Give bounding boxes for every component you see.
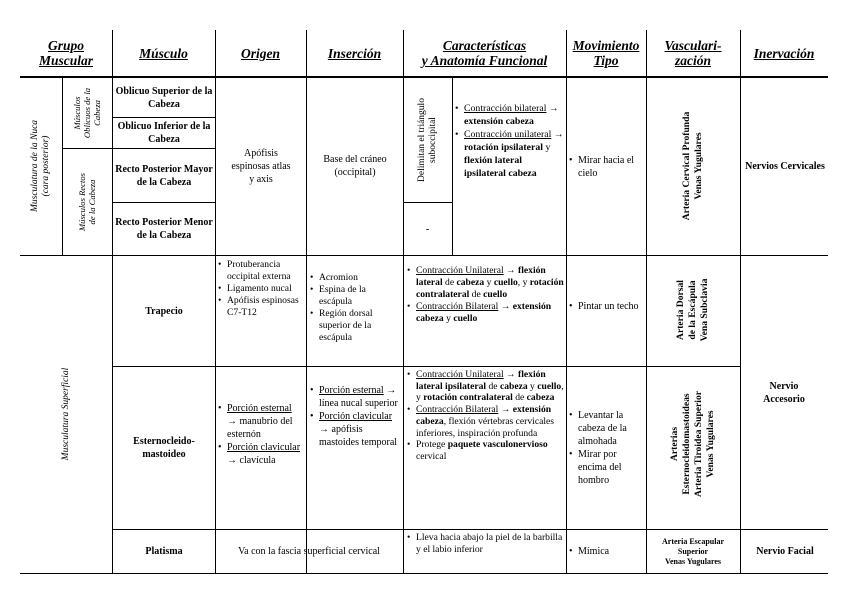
nuca-vascularizacion: Arteria Cervical Profunda Venas Yugulares [681, 111, 704, 221]
list-item: • Porción clavicular → apófisis mastoides temporal [310, 410, 401, 449]
header-inervacion: Inervación [753, 45, 815, 61]
triangulo-label: Delimitan el triángulo suboccipital [417, 98, 438, 182]
nuca-insercion: Base del cráneo (occipital) [323, 154, 387, 178]
list-item: • Levantar la cabeza de la almohada [569, 409, 643, 448]
platisma-inervacion: Nervio Facial [756, 546, 814, 557]
list-item: • Contracción bilateral → extensión cabeza [455, 102, 565, 128]
list-item: • Contracción Unilateral → flexión lateral ipsilateral de cabeza y cuello, y rotación contralateral de cabeza [407, 369, 565, 404]
list-item: • Lleva hacia abajo la piel de la barbilla y el labio inferior [407, 532, 565, 556]
esterno-insercion [310, 384, 401, 449]
list-item: • Apófisis espinosas C7-T12 [218, 295, 304, 319]
platisma-caracteristicas [407, 532, 565, 556]
nuca-origen: Apófisis espinosas atlas y axis [231, 147, 291, 185]
trapecio-vascularizacion: Arteria Dorsal de la Escápula Vena Subclavia [675, 278, 710, 342]
trapecio-movimiento [569, 300, 643, 313]
esterno-vascularizacion: Arterias Esternocleidomastoideas Arteria Tiroidea Superior Venas Yugulares [669, 390, 716, 498]
header-insercion: Inserción [327, 45, 382, 61]
header-origen: Origen [240, 45, 280, 61]
subgroup-label-rectos: Músculos Rectos de la Cabeza [77, 173, 97, 231]
list-item: • Mirar por encima del hombro [569, 448, 643, 487]
platisma-origen-insercion: Va con la fascia superficial cervical [238, 546, 380, 557]
subgroup-rule [62, 148, 112, 149]
list-item: • Porción clavicular → clavícula [218, 441, 304, 467]
list-item: • Región dorsal superior de la escápula [310, 308, 401, 344]
list-item: • Protege paquete vasculonervioso cervical [407, 439, 565, 462]
muscle-oblicuo-superior: Oblicuo Superior de la Cabeza [115, 86, 213, 110]
nuca-inervacion: Nervios Cervicales [745, 160, 825, 172]
list-item: • Mímica [569, 545, 643, 558]
platisma-movimiento [569, 545, 643, 558]
nuca-movimiento [569, 154, 643, 180]
list-item: • Porción esternal → línea nucal superior [310, 384, 401, 410]
list-item: • Contracción Bilateral → extensión cabeza, flexión vértebras cervicales inferiores, inspiración profunda [407, 404, 565, 439]
list-item: • Porción esternal → manubrio del esternón [218, 402, 304, 441]
col-divider [403, 30, 404, 573]
bottom-rule [20, 573, 828, 574]
muscle-platisma: Platisma [145, 546, 183, 557]
platisma-vascularizacion: Arteria Escapular Superior Venas Yugulares [662, 536, 724, 566]
list-item: • Acromion [310, 272, 401, 284]
col-divider [740, 30, 741, 573]
list-item: • Ligamento nucal [218, 283, 304, 295]
col-divider [566, 30, 567, 573]
header-vascularizacion: Vasculari- zación [664, 38, 722, 68]
header-caracteristicas: Características y Anatomía Funcional [421, 38, 548, 68]
header-musculo: Músculo [139, 45, 188, 61]
trapecio-caracteristicas [407, 265, 565, 325]
muscle-recto-menor: Recto Posterior Menor de la Cabeza [115, 217, 213, 241]
subgroup-divider [62, 77, 63, 255]
col-divider [112, 30, 113, 573]
list-item: • Contracción Bilateral → extensión cabeza y cuello [407, 301, 565, 325]
header-grupo: Grupo Muscular [38, 38, 94, 68]
trapecio-origen [218, 259, 304, 319]
esterno-caracteristicas [407, 369, 565, 463]
esterno-movimiento [569, 409, 643, 487]
col-divider [215, 30, 216, 573]
col-divider [646, 30, 647, 573]
list-item: • Pintar un techo [569, 300, 643, 313]
list-item: • Contracción Unilateral → flexión lateral de cabeza y cuello, y rotación contralateral de cuello [407, 265, 565, 301]
trapecio-insercion [310, 272, 401, 344]
col-divider [306, 30, 307, 573]
header-movimiento: Movimiento Tipo [572, 38, 640, 68]
row-rule [215, 366, 740, 367]
muscle-recto-mayor: Recto Posterior Mayor de la Cabeza [115, 163, 213, 188]
muscle-oblicuo-inferior: Oblicuo Inferior de la Cabeza [117, 121, 211, 145]
list-item: • Protuberancia occipital externa [218, 259, 304, 283]
triangulo-dash: - [425, 223, 430, 235]
muscle-trapecio: Trapecio [145, 305, 183, 317]
accesorio-inervacion: Nervio Accesorio [763, 380, 805, 405]
list-item: • Mirar hacia el cielo [569, 154, 643, 180]
list-item: • Espina de la escápula [310, 284, 401, 308]
nuca-caracteristicas [455, 102, 565, 180]
subgroup-label-oblicuos: Músculos Oblicuos de la Cabeza [72, 87, 102, 139]
triangle-divider [452, 77, 453, 255]
list-item: • Contracción unilateral → rotación ipsilateral y flexión lateral ipsilateral cabeza [455, 128, 565, 180]
group-label-nuca: Musculatura de la Nuca (cara posterior) [30, 119, 51, 213]
group-label-superficial: Musculatura Superficial [61, 367, 71, 461]
esterno-origen [218, 402, 304, 467]
muscle-esternocleidomastoideo: Esternocleido-mastoideo [133, 436, 195, 460]
header-rule [20, 76, 828, 78]
